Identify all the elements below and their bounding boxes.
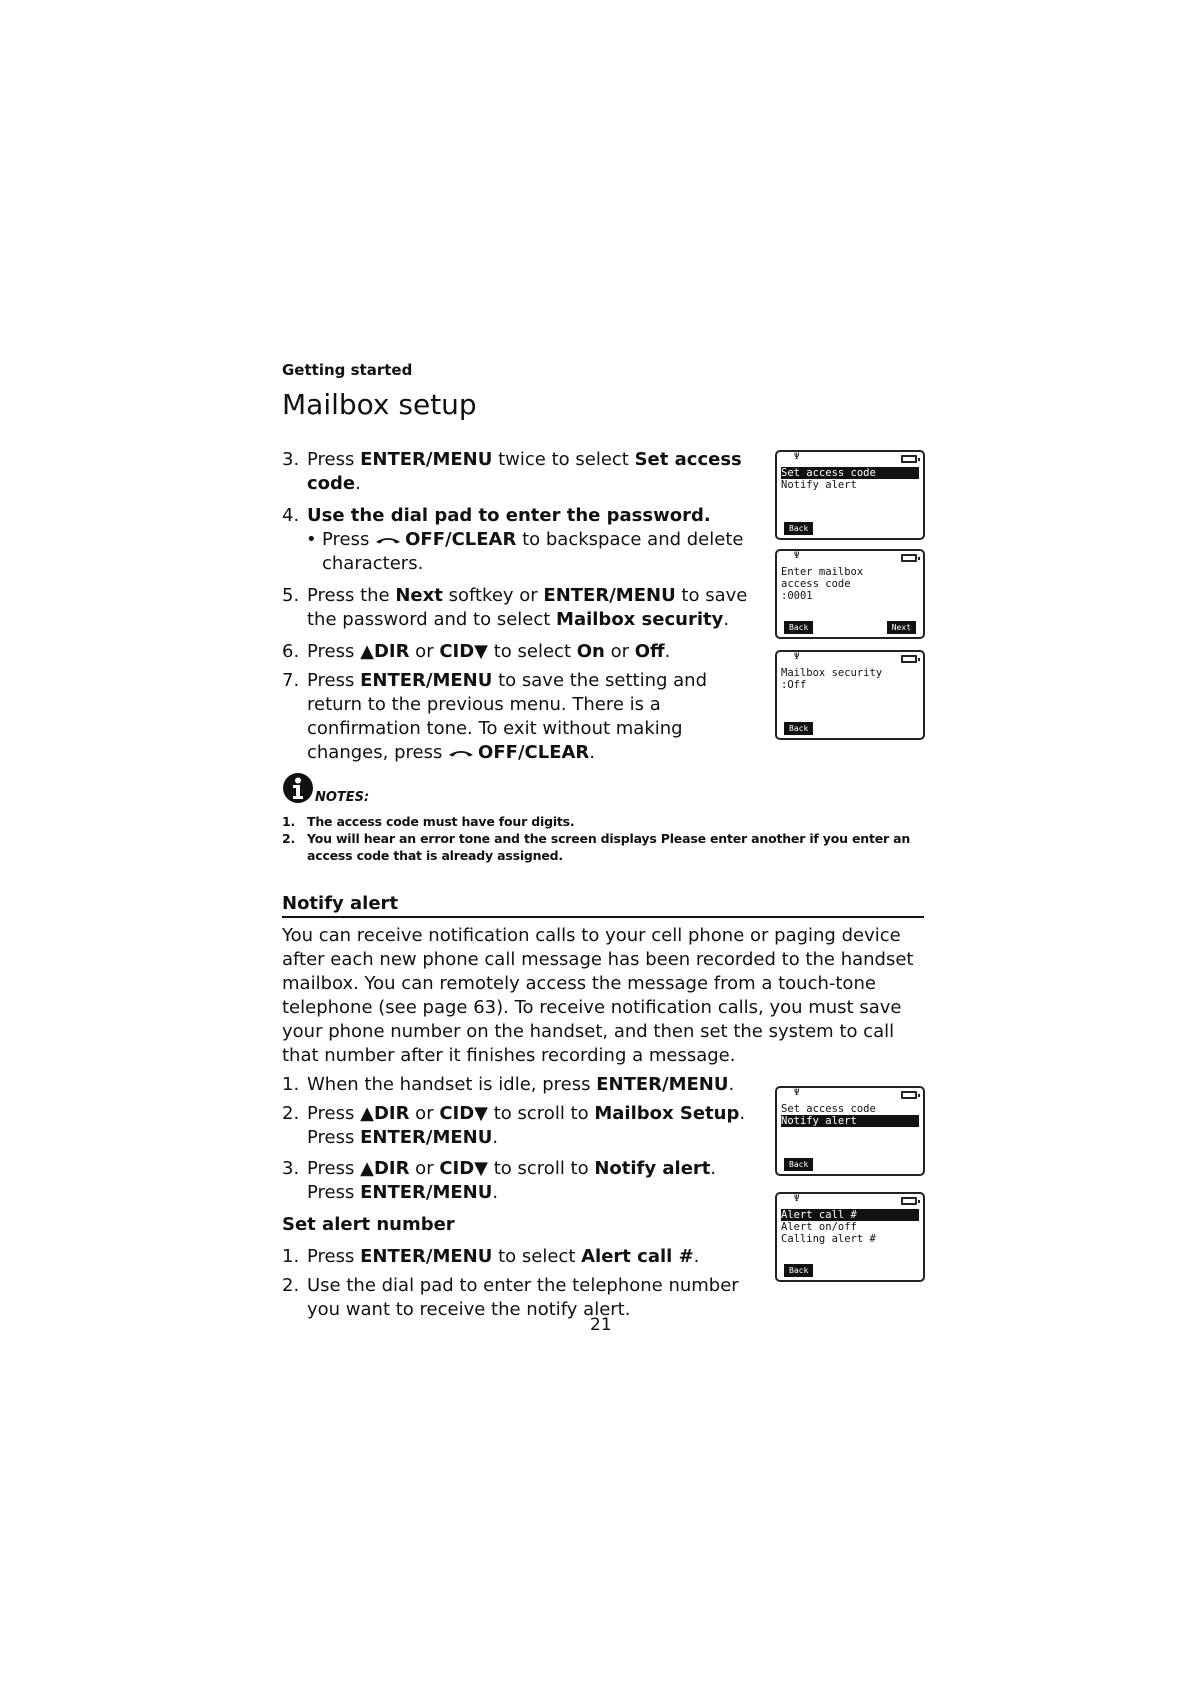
- battery-icon: [901, 554, 917, 562]
- notes-label: NOTES:: [315, 790, 370, 805]
- step-number: 1.: [282, 1074, 300, 1095]
- lcd-line-highlighted: Set access code: [781, 467, 919, 479]
- step-b-3-scroll-notify: [282, 1157, 762, 1205]
- key-label: ▲DIR: [360, 1158, 410, 1179]
- step-number: 6.: [282, 641, 300, 662]
- step-5-save-password: [282, 584, 762, 632]
- key-label: Set access code: [307, 449, 742, 494]
- text-run: or: [604, 641, 635, 662]
- lcd-screen-notify-alert: [775, 1086, 925, 1176]
- text-run: .: [723, 609, 730, 630]
- antenna-icon: Ψ: [794, 1088, 800, 1098]
- notify-alert-heading: Notify alert: [282, 893, 924, 918]
- text-run: Press the: [307, 585, 396, 606]
- softkey-next: Next: [887, 621, 916, 634]
- lcd-line: Notify alert: [781, 479, 857, 491]
- key-label: Off: [634, 641, 665, 662]
- lcd-screen-set-access-code: [775, 450, 925, 540]
- key-label: ENTER/MENU: [596, 1074, 729, 1095]
- text-run: . Press: [307, 1103, 746, 1148]
- step-text: [307, 1274, 762, 1322]
- step-text: [307, 504, 762, 528]
- key-label: ENTER/MENU: [360, 670, 493, 691]
- step-number: 4.: [282, 505, 300, 526]
- battery-icon: [901, 1197, 917, 1205]
- text-run: . Press: [307, 1158, 717, 1203]
- step-c-2-enter-number: [282, 1274, 762, 1322]
- text-run: to save the setting and return to the previous menu. There is a confirmation tone. To exit without making changes, press: [307, 670, 707, 763]
- key-label: OFF/CLEAR: [405, 529, 517, 550]
- step-6-select-on-off: [282, 640, 762, 664]
- text-run: twice to select: [492, 449, 635, 470]
- key-label: ENTER/MENU: [543, 585, 676, 606]
- text-run: to backspace and delete characters.: [322, 529, 744, 574]
- antenna-icon: Ψ: [794, 551, 800, 561]
- section-label: Getting started: [282, 361, 413, 379]
- text-run: Press: [322, 529, 376, 550]
- step-text: [307, 1073, 762, 1097]
- text-run: Press: [307, 1246, 361, 1267]
- step-number: 3.: [282, 1158, 300, 1179]
- lcd-line: Enter mailbox: [781, 566, 864, 578]
- softkey-back: Back: [784, 522, 813, 535]
- key-label: Alert call #: [581, 1246, 694, 1267]
- key-label: CID▼: [439, 641, 489, 662]
- text-run: Press: [307, 641, 361, 662]
- text-run: Use the dial pad to enter the telephone number you want to receive the notify alert.: [307, 1275, 739, 1320]
- text-run: softkey or: [442, 585, 544, 606]
- lcd-line: Alert on/off: [781, 1221, 857, 1233]
- text-run: You will hear an error tone and the screen displays Please enter another if you enter an access code that is already assigned.: [307, 831, 911, 863]
- softkey-back: Back: [784, 1158, 813, 1171]
- step-text: [307, 830, 922, 864]
- key-label: ▲DIR: [360, 1103, 410, 1124]
- text-run: .: [355, 473, 361, 494]
- softkey-back: Back: [784, 621, 813, 634]
- text-run: to save the password and to select: [307, 585, 748, 630]
- lcd-line: Set access code: [781, 1103, 876, 1115]
- antenna-icon: Ψ: [794, 1194, 800, 1204]
- step-text: [307, 640, 762, 664]
- softkey-back: Back: [784, 1264, 813, 1277]
- text-run: Press: [307, 1103, 361, 1124]
- text-run: to select: [492, 1246, 582, 1267]
- text-run: or: [409, 1158, 440, 1179]
- battery-icon: [901, 455, 917, 463]
- lcd-screen-mailbox-security: [775, 650, 925, 740]
- step-number: 3.: [282, 449, 300, 470]
- text-run: Press: [307, 1158, 361, 1179]
- key-label: ENTER/MENU: [360, 1127, 493, 1148]
- key-label: ENTER/MENU: [360, 1182, 493, 1203]
- key-label: ▲DIR: [360, 641, 410, 662]
- text-run: The access code must have four digits.: [307, 814, 575, 829]
- key-label: Mailbox security: [556, 609, 724, 630]
- key-label: CID▼: [439, 1158, 489, 1179]
- lcd-screen-enter-mailbox-code: [775, 549, 925, 639]
- note-1: [282, 813, 922, 830]
- lcd-line: :0001: [781, 590, 813, 602]
- text-run: to scroll to: [488, 1103, 595, 1124]
- step-text: [322, 528, 761, 576]
- step-number: 5.: [282, 585, 300, 606]
- text-run: .: [693, 1246, 700, 1267]
- hang-up-phone-icon: [448, 749, 474, 757]
- step-text: [307, 584, 762, 632]
- key-label: OFF/CLEAR: [478, 742, 590, 763]
- notify-alert-paragraph: You can receive notification calls to your cell phone or paging device after each new phone call message has been recorded to the handset mailbox. You can remotely access the message from a touch-tone telephone (see page 63). To receive notification calls, you must save your phone number on the handset, and then set the system to call that number after it finishes recording a message.: [282, 925, 914, 1066]
- step-number: 2.: [282, 831, 296, 846]
- key-label: ENTER/MENU: [360, 449, 493, 470]
- text-run: .: [728, 1074, 735, 1095]
- key-label: On: [576, 641, 605, 662]
- text-run: When the handset is idle, press: [307, 1074, 597, 1095]
- page-title: Mailbox setup: [282, 388, 477, 421]
- antenna-icon: Ψ: [794, 452, 800, 462]
- step-4-enter-password: [282, 504, 762, 528]
- key-label: CID▼: [439, 1103, 489, 1124]
- lcd-line-highlighted: Alert call #: [781, 1209, 919, 1221]
- battery-icon: [901, 1091, 917, 1099]
- bullet-marker: •: [306, 529, 317, 550]
- step-number: 7.: [282, 670, 300, 691]
- key-label: Next: [395, 585, 443, 606]
- step-text: [307, 1102, 762, 1150]
- key-label: Use the dial pad to enter the password.: [307, 505, 711, 526]
- lcd-line: :Off: [781, 679, 807, 691]
- step-text: [307, 1245, 762, 1269]
- step-b-2-scroll-mailbox: [282, 1102, 762, 1150]
- lcd-line-highlighted: Notify alert: [781, 1115, 919, 1127]
- antenna-icon: Ψ: [794, 652, 800, 662]
- key-label: Notify alert: [594, 1158, 711, 1179]
- lcd-line: Mailbox security: [781, 667, 883, 679]
- note-2: [282, 830, 922, 864]
- text-run: .: [664, 641, 671, 662]
- key-label: ENTER/MENU: [360, 1246, 493, 1267]
- info-icon: [282, 772, 314, 804]
- text-run: Press: [307, 670, 361, 691]
- step-3-set-access-code: [282, 448, 762, 496]
- step-text: [307, 448, 762, 496]
- lcd-line: Calling alert #: [781, 1233, 876, 1245]
- step-c-1-select-alert-call: [282, 1245, 762, 1269]
- set-alert-number-heading: Set alert number: [282, 1214, 455, 1235]
- text-run: .: [492, 1182, 499, 1203]
- step-7-save-setting: [282, 669, 762, 765]
- text-run: .: [492, 1127, 499, 1148]
- step-b-1-idle-press: [282, 1073, 762, 1097]
- step-text: [307, 813, 922, 830]
- text-run: .: [589, 742, 596, 763]
- text-run: to scroll to: [488, 1158, 595, 1179]
- lcd-screen-alert-call: [775, 1192, 925, 1282]
- battery-icon: [901, 655, 917, 663]
- text-run: or: [409, 641, 440, 662]
- step-text: [307, 669, 762, 765]
- step-text: [307, 1157, 762, 1205]
- step-number: 2.: [282, 1275, 300, 1296]
- step-number: 1.: [282, 814, 296, 829]
- text-run: Press: [307, 449, 361, 470]
- hang-up-phone-icon: [375, 536, 401, 544]
- lcd-line: access code: [781, 578, 851, 590]
- key-label: Mailbox Setup: [594, 1103, 740, 1124]
- text-run: or: [409, 1103, 440, 1124]
- page-number: 21: [590, 1315, 612, 1335]
- step-number: 2.: [282, 1103, 300, 1124]
- step-number: 1.: [282, 1246, 300, 1267]
- bullet-backspace: [306, 528, 761, 576]
- text-run: to select: [488, 641, 577, 662]
- softkey-back: Back: [784, 722, 813, 735]
